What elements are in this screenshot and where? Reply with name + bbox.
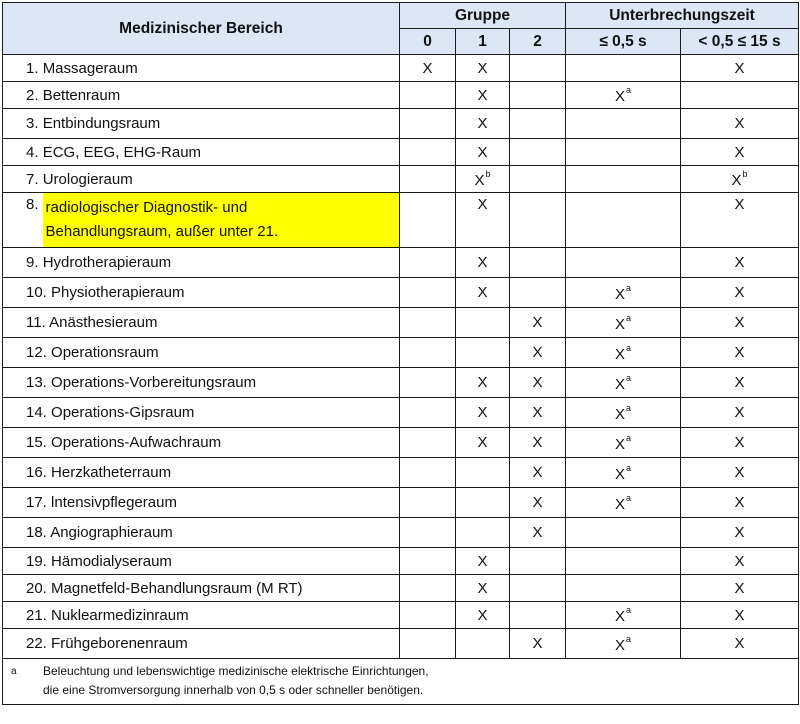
mark-value: X: [477, 284, 488, 301]
group-2-mark: [510, 428, 566, 458]
table-row: [3, 193, 799, 248]
mark-value: X: [532, 374, 543, 391]
mark-value: X: [734, 606, 745, 624]
time-long-mark: [681, 193, 799, 248]
group-0-mark: [400, 518, 456, 548]
header-time-short: ≤ 0,5 s: [566, 29, 681, 55]
time-short-mark: [566, 55, 681, 82]
group-2-mark: [510, 488, 566, 518]
group-1-mark: [456, 629, 510, 659]
time-short-mark: [566, 575, 681, 602]
row-label: Angiographieraum: [50, 524, 173, 541]
row-number: 10.: [26, 284, 47, 301]
mark-superscript: a: [626, 282, 632, 293]
mark-value: X: [615, 435, 626, 453]
group-0-mark: [400, 629, 456, 659]
row-label: ECG, EEG, EHG-Raum: [42, 143, 202, 161]
mark-value: X: [477, 579, 488, 597]
row-label: Bettenraum: [42, 86, 121, 104]
group-2-mark: [510, 109, 566, 139]
row-name: [3, 548, 400, 575]
row-name: [3, 248, 400, 278]
row-label: Operationsraum: [51, 344, 159, 361]
group-2-mark: [510, 55, 566, 82]
group-1-mark: [456, 398, 510, 428]
row-name: [3, 139, 400, 166]
mark-value: X: [615, 315, 626, 333]
row-name: [3, 398, 400, 428]
mark-superscript: a: [626, 312, 632, 323]
row-label: Operations-Vorbereitungsraum: [51, 374, 257, 391]
row-number: 1.: [26, 59, 39, 77]
row-number: 16.: [26, 464, 47, 481]
header-group-0: 0: [400, 29, 456, 55]
time-long-mark: [681, 139, 799, 166]
mark-value: X: [532, 404, 543, 421]
time-short-mark: [566, 548, 681, 575]
table-row: [3, 368, 799, 398]
mark-value: X: [734, 284, 745, 301]
row-name: [3, 109, 400, 139]
group-2-mark: [510, 575, 566, 602]
mark-value: X: [477, 552, 488, 570]
time-short-mark: [566, 629, 681, 659]
mark-superscript: a: [626, 432, 632, 443]
mark-value: X: [477, 86, 488, 104]
group-2-mark: [510, 278, 566, 308]
group-1-mark: [456, 166, 510, 193]
group-0-mark: [400, 82, 456, 109]
mark-value: X: [734, 196, 745, 213]
group-1-mark: [456, 82, 510, 109]
row-name: [3, 602, 400, 629]
time-short-mark: [566, 82, 681, 109]
group-0-mark: [400, 398, 456, 428]
mark-value: X: [477, 115, 488, 132]
row-label: Frühgeborenenraum: [51, 635, 188, 652]
row-name: [3, 308, 400, 338]
mark-value: X: [477, 143, 488, 161]
mark-value: X: [615, 345, 626, 363]
header-group-1: 1: [456, 29, 510, 55]
mark-superscript: b: [742, 169, 748, 179]
highlighted-text: [43, 193, 399, 247]
mark-value: X: [734, 524, 745, 541]
mark-value: X: [477, 374, 488, 391]
row-name: [3, 193, 400, 248]
time-short-mark: [566, 428, 681, 458]
table-row: [3, 55, 799, 82]
table-row: [3, 308, 799, 338]
row-number: 17.: [26, 494, 47, 511]
row-label: Operations-Aufwachraum: [51, 434, 222, 451]
mark-value: X: [477, 254, 488, 271]
row-label: Hydrotherapieraum: [42, 254, 172, 271]
group-1-mark: [456, 488, 510, 518]
time-long-mark: [681, 82, 799, 109]
mark-value: X: [734, 552, 745, 570]
mark-value: X: [532, 314, 543, 331]
group-2-mark: [510, 602, 566, 629]
footnote: [3, 659, 799, 705]
row-name: [3, 488, 400, 518]
time-long-mark: [681, 548, 799, 575]
mark-value: X: [734, 314, 745, 331]
time-short-mark: [566, 248, 681, 278]
time-long-mark: [681, 109, 799, 139]
row-name: [3, 278, 400, 308]
time-short-mark: [566, 166, 681, 193]
group-2-mark: [510, 82, 566, 109]
mark-value: X: [734, 254, 745, 271]
row-name: [3, 518, 400, 548]
table-row: [3, 278, 799, 308]
row-label: Herzkatheterraum: [51, 464, 172, 481]
time-short-mark: [566, 488, 681, 518]
group-0-mark: [400, 248, 456, 278]
group-2-mark: [510, 548, 566, 575]
time-short-mark: [566, 398, 681, 428]
table-row: [3, 166, 799, 193]
mark-value: X: [734, 579, 745, 597]
row-label: Hämodialyseraum: [51, 552, 172, 570]
mark-value: X: [532, 464, 543, 481]
header-area: Medizinischer Bereich: [3, 3, 400, 55]
row-name: [3, 368, 400, 398]
row-number: 22.: [26, 635, 47, 652]
group-2-mark: [510, 338, 566, 368]
group-1-mark: [456, 248, 510, 278]
group-0-mark: [400, 193, 456, 248]
group-0-mark: [400, 428, 456, 458]
group-2-mark: [510, 193, 566, 248]
footnote-line-2: die eine Stromversorgung innerhalb von 0,5 s oder schneller benötigen.: [43, 683, 424, 697]
row-number: 15.: [26, 434, 47, 451]
row-label: Operations-Gipsraum: [51, 404, 195, 421]
group-1-mark: [456, 55, 510, 82]
group-2-mark: [510, 368, 566, 398]
row-number: 20.: [26, 579, 47, 597]
group-0-mark: [400, 548, 456, 575]
mark-superscript: a: [626, 342, 632, 353]
row-name: [3, 166, 400, 193]
footnote-line-1: Beleuchtung und lebenswichtige medizinische elektrische Einrichtungen,: [43, 664, 429, 678]
time-long-mark: [681, 308, 799, 338]
group-0-mark: [400, 368, 456, 398]
time-long-mark: [681, 518, 799, 548]
group-2-mark: [510, 139, 566, 166]
mark-value: X: [474, 172, 485, 189]
row-number: 2.: [26, 86, 39, 104]
row-name: [3, 629, 400, 659]
mark-superscript: a: [626, 462, 632, 473]
group-0-mark: [400, 575, 456, 602]
group-1-mark: [456, 575, 510, 602]
mark-superscript: a: [626, 605, 632, 615]
group-1-mark: [456, 548, 510, 575]
row-label: Entbindungsraum: [42, 115, 161, 132]
mark-superscript: b: [485, 169, 491, 179]
time-long-mark: [681, 55, 799, 82]
group-1-mark: [456, 139, 510, 166]
group-0-mark: [400, 55, 456, 82]
time-short-mark: [566, 458, 681, 488]
mark-value: X: [734, 143, 745, 161]
mark-value: X: [615, 375, 626, 393]
group-1-mark: [456, 458, 510, 488]
time-long-mark: [681, 248, 799, 278]
header-group-2: 2: [510, 29, 566, 55]
row-number: 9.: [26, 254, 39, 271]
header-interruption-time: Unterbrechungszeit: [566, 3, 799, 29]
group-0-mark: [400, 139, 456, 166]
row-label: Urologieraum: [42, 170, 133, 188]
group-1-mark: [456, 278, 510, 308]
time-long-mark: [681, 166, 799, 193]
row-name: [3, 428, 400, 458]
table-row: [3, 428, 799, 458]
group-2-mark: [510, 248, 566, 278]
table-row: [3, 82, 799, 109]
mark-value: X: [532, 434, 543, 451]
group-0-mark: [400, 488, 456, 518]
row-number: 8.: [26, 196, 39, 213]
medical-area-table: [2, 2, 799, 705]
header-time-long: < 0,5 ≤ 15 s: [681, 29, 799, 55]
mark-value: X: [615, 465, 626, 483]
mark-value: X: [615, 608, 626, 625]
row-label: Physiotherapieraum: [51, 284, 185, 301]
time-short-mark: [566, 602, 681, 629]
table-row: [3, 602, 799, 629]
row-number: 4.: [26, 143, 39, 161]
row-name: [3, 458, 400, 488]
mark-value: X: [615, 636, 626, 654]
row-label: Massageraum: [42, 59, 138, 77]
row-label: Anästhesieraum: [49, 314, 158, 331]
time-long-mark: [681, 575, 799, 602]
row-number: 13.: [26, 374, 47, 391]
row-name: [3, 55, 400, 82]
time-long-mark: [681, 458, 799, 488]
row-name-line-1: radiologischer Diagnostik- und: [45, 199, 248, 216]
group-2-mark: [510, 518, 566, 548]
group-0-mark: [400, 458, 456, 488]
group-0-mark: [400, 278, 456, 308]
mark-value: X: [734, 464, 745, 481]
table-row: [3, 548, 799, 575]
time-long-mark: [681, 278, 799, 308]
group-2-mark: [510, 629, 566, 659]
table-row: [3, 518, 799, 548]
group-1-mark: [456, 308, 510, 338]
mark-value: X: [615, 495, 626, 513]
header-group: Gruppe: [400, 3, 566, 29]
row-name-line-2: Behandlungsraum, außer unter 21.: [45, 223, 279, 240]
time-short-mark: [566, 518, 681, 548]
mark-value: X: [477, 606, 488, 624]
group-0-mark: [400, 109, 456, 139]
group-1-mark: [456, 368, 510, 398]
row-name: [3, 575, 400, 602]
mark-value: X: [532, 524, 543, 541]
time-short-mark: [566, 338, 681, 368]
time-long-mark: [681, 602, 799, 629]
table-row: [3, 248, 799, 278]
mark-value: X: [615, 405, 626, 423]
mark-superscript: a: [626, 492, 632, 503]
table-row: [3, 575, 799, 602]
mark-value: X: [477, 434, 488, 451]
time-long-mark: [681, 428, 799, 458]
row-number: 11.: [26, 314, 46, 331]
row-number: 21.: [26, 606, 47, 624]
mark-value: X: [477, 196, 488, 213]
mark-value: X: [734, 374, 745, 391]
time-short-mark: [566, 109, 681, 139]
table-body: [3, 55, 799, 659]
mark-value: X: [532, 344, 543, 361]
group-2-mark: [510, 308, 566, 338]
group-1-mark: [456, 109, 510, 139]
time-short-mark: [566, 193, 681, 248]
table-row: [3, 398, 799, 428]
table-row: [3, 488, 799, 518]
mark-value: X: [734, 635, 745, 652]
row-label: Magnetfeld-Behandlungsraum (M RT): [51, 579, 303, 597]
group-0-mark: [400, 308, 456, 338]
mark-value: X: [532, 635, 543, 652]
group-0-mark: [400, 602, 456, 629]
mark-value: X: [734, 59, 745, 77]
mark-value: X: [734, 344, 745, 361]
mark-superscript: a: [626, 633, 632, 644]
group-1-mark: [456, 518, 510, 548]
mark-value: X: [477, 404, 488, 421]
mark-value: X: [734, 434, 745, 451]
mark-superscript: a: [626, 402, 632, 413]
group-1-mark: [456, 428, 510, 458]
row-number: 19.: [26, 552, 47, 570]
time-long-mark: [681, 338, 799, 368]
mark-value: X: [615, 88, 626, 105]
row-number: 18.: [26, 524, 47, 541]
row-name: [3, 82, 400, 109]
table-row: [3, 338, 799, 368]
time-long-mark: [681, 368, 799, 398]
time-short-mark: [566, 139, 681, 166]
mark-superscript: a: [626, 372, 632, 383]
table-row: [3, 629, 799, 659]
row-label: Nuklearmedizinraum: [51, 606, 189, 624]
mark-value: X: [734, 115, 745, 132]
group-2-mark: [510, 166, 566, 193]
mark-value: X: [615, 285, 626, 303]
time-long-mark: [681, 398, 799, 428]
group-0-mark: [400, 338, 456, 368]
mark-value: X: [734, 404, 745, 421]
mark-value: X: [422, 59, 433, 77]
row-number: 7.: [26, 170, 39, 188]
row-name: [3, 338, 400, 368]
time-short-mark: [566, 308, 681, 338]
row-label: lntensivpflegeraum: [51, 494, 177, 511]
group-2-mark: [510, 458, 566, 488]
table-row: [3, 109, 799, 139]
group-1-mark: [456, 602, 510, 629]
footnote-marker: a: [11, 666, 17, 677]
table-row: [3, 139, 799, 166]
row-number: 14.: [26, 404, 47, 421]
group-0-mark: [400, 166, 456, 193]
group-1-mark: [456, 338, 510, 368]
mark-value: X: [734, 494, 745, 511]
time-long-mark: [681, 488, 799, 518]
group-2-mark: [510, 398, 566, 428]
time-short-mark: [566, 368, 681, 398]
table-row: [3, 458, 799, 488]
time-short-mark: [566, 278, 681, 308]
mark-superscript: a: [626, 85, 632, 95]
mark-value: X: [731, 172, 742, 189]
row-number: 3.: [26, 115, 39, 132]
row-number: 12.: [26, 344, 47, 361]
mark-value: X: [477, 59, 488, 77]
group-1-mark: [456, 193, 510, 248]
time-long-mark: [681, 629, 799, 659]
mark-value: X: [532, 494, 543, 511]
